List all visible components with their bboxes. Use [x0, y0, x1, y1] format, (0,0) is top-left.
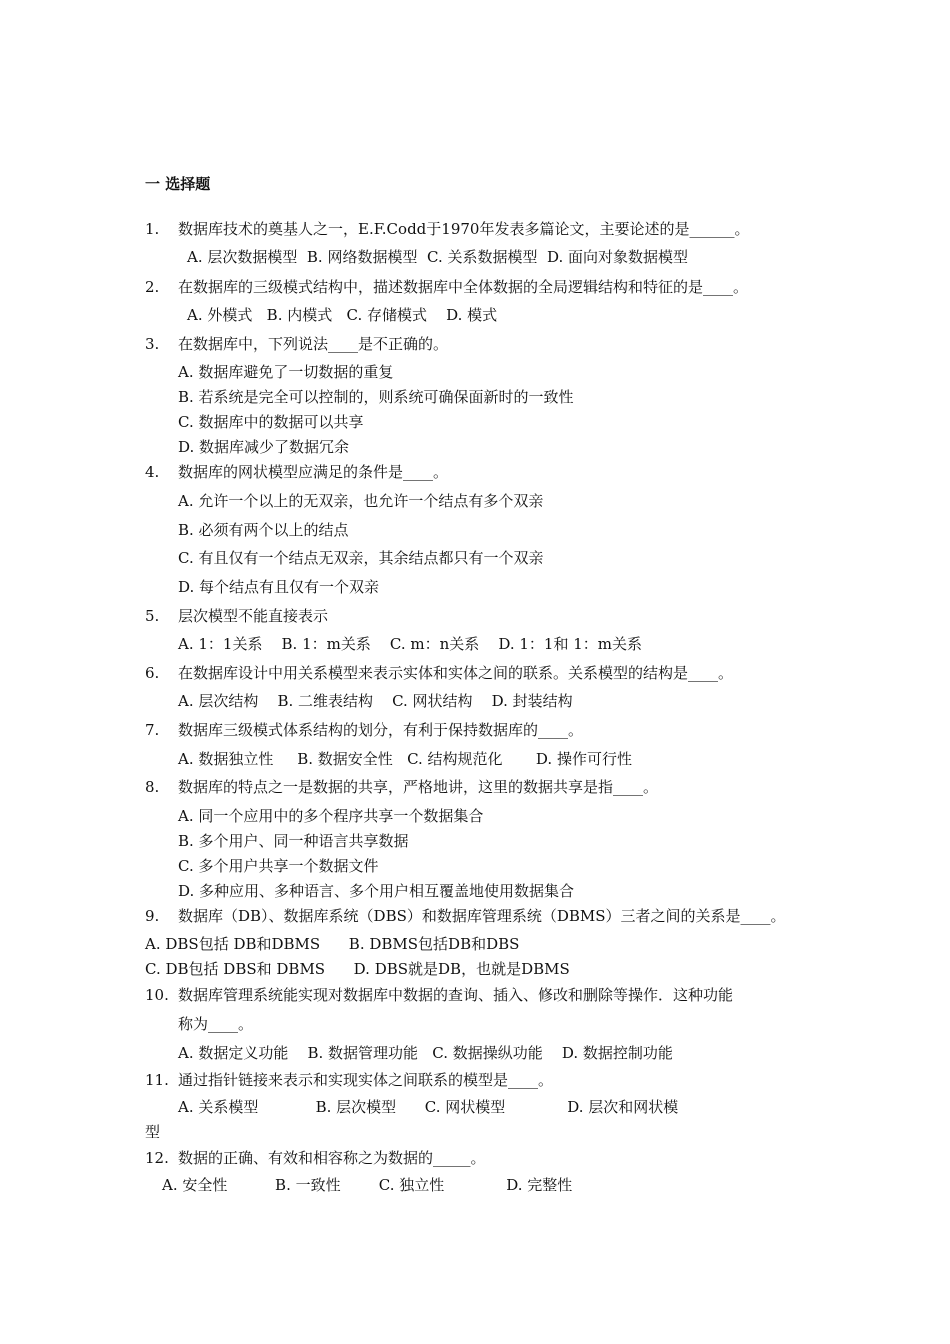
question-number: 1. [145, 220, 160, 238]
option-c: C. 多个用户共享一个数据文件 [178, 857, 379, 875]
question-number: 3. [145, 335, 160, 353]
option-a: A. 数据库避免了一切数据的重复 [178, 363, 394, 381]
question-stem: 在数据库的三级模式结构中，描述数据库中全体数据的全局逻辑结构和特征的是____。 [178, 278, 749, 296]
option-c: C. 数据库中的数据可以共享 [178, 413, 364, 431]
question-stem: 数据库的特点之一是数据的共享，严格地讲，这里的数据共享是指____。 [178, 778, 659, 796]
question-stem: 在数据库设计中用关系模型来表示实体和实体之间的联系。关系模型的结构是____。 [178, 664, 734, 682]
question-number: 9. [145, 907, 160, 925]
question-stem-continued: 称为____。 [178, 1015, 254, 1033]
question-stem: 数据库管理系统能实现对数据库中数据的查询、插入、修改和删除等操作．这种功能 [178, 986, 734, 1004]
question-options: A. 层次数据模型 B. 网络数据模型 C. 关系数据模型 D. 面向对象数据模型 [187, 248, 689, 266]
question-options: A. 外模式 B. 内模式 C. 存储模式 D. 模式 [187, 306, 498, 324]
question-stem: 数据库（DB）、数据库系统（DBS）和数据库管理系统（DBMS）三者之间的关系是____。 [178, 907, 786, 925]
question-options: A. 关系模型 B. 层次模型 C. 网状模型 D. 层次和网状模 [178, 1098, 679, 1116]
question-options-wrap: 型 [145, 1123, 161, 1141]
option-b: B. 若系统是完全可以控制的，则系统可确保面新时的一致性 [178, 388, 574, 406]
question-options: A. 数据定义功能 B. 数据管理功能 C. 数据操纵功能 D. 数据控制功能 [178, 1044, 673, 1062]
question-number: 4. [145, 463, 160, 481]
option-a: A. 同一个应用中的多个程序共享一个数据集合 [178, 807, 484, 825]
question-number: 6. [145, 664, 160, 682]
option-c: C. 有且仅有一个结点无双亲，其余结点都只有一个双亲 [178, 549, 544, 567]
question-stem: 数据库三级模式体系结构的划分，有利于保持数据库的____。 [178, 721, 584, 739]
question-number: 8. [145, 778, 160, 796]
section-title: 一 选择题 [145, 175, 211, 193]
option-d: D. 多种应用、多种语言、多个用户相互覆盖地使用数据集合 [178, 882, 575, 900]
question-options: A. 层次结构 B. 二维表结构 C. 网状结构 D. 封装结构 [178, 692, 573, 710]
options-row-2: C. DB包括 DBS和 DBMS D. DBS就是DB，也就是DBMS [145, 960, 570, 978]
question-stem: 数据库技术的奠基人之一，E.F.Codd于1970年发表多篇论文，主要论述的是______。 [178, 220, 750, 238]
question-stem: 数据库的网状模型应满足的条件是____。 [178, 463, 449, 481]
option-b: B. 多个用户、同一种语言共享数据 [178, 832, 409, 850]
option-d: D. 每个结点有且仅有一个双亲 [178, 578, 380, 596]
option-d: D. 数据库减少了数据冗余 [178, 438, 350, 456]
question-options: A. 数据独立性 B. 数据安全性 C. 结构规范化 D. 操作可行性 [178, 750, 632, 768]
option-b: B. 必须有两个以上的结点 [178, 521, 349, 539]
question-stem: 数据的正确、有效和相容称之为数据的_____。 [178, 1149, 486, 1167]
question-options: A. 1：1关系 B. 1：m关系 C. m：n关系 D. 1：1和 1：m关系 [178, 635, 643, 653]
question-stem: 在数据库中，下列说法____是不正确的。 [178, 335, 449, 353]
question-number: 10. [145, 986, 169, 1004]
question-number: 5. [145, 607, 160, 625]
question-stem: 层次模型不能直接表示 [178, 607, 329, 625]
question-number: 11. [145, 1071, 169, 1089]
options-row-1: A. DBS包括 DB和DBMS B. DBMS包括DB和DBS [145, 935, 520, 953]
question-options: A. 安全性 B. 一致性 C. 独立性 D. 完整性 [162, 1176, 573, 1194]
option-a: A. 允许一个以上的无双亲，也允许一个结点有多个双亲 [178, 492, 544, 510]
question-number: 12. [145, 1149, 169, 1167]
question-stem: 通过指针链接来表示和实现实体之间联系的模型是____。 [178, 1071, 554, 1089]
question-number: 2. [145, 278, 160, 296]
question-number: 7. [145, 721, 160, 739]
